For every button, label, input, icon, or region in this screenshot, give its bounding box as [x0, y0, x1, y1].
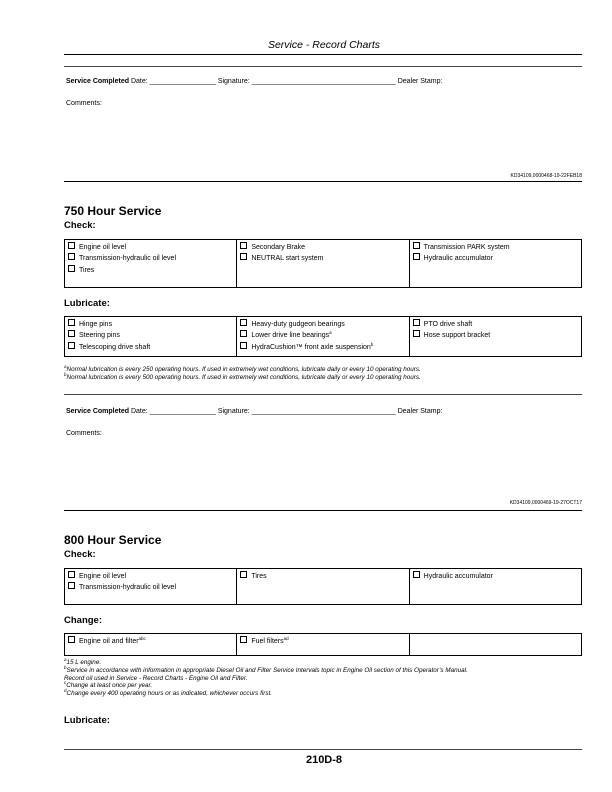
comments-label-2: Comments:	[66, 430, 102, 437]
footnote-mark: b	[370, 341, 374, 347]
signature-field[interactable]: _____________________________________	[251, 408, 396, 415]
checkbox-icon[interactable]	[68, 636, 75, 643]
footnote: $^a$Normal lubrication is every 250 operating hours. If used in extremely wet conditions, lubricate daily or every 10 operating hours.	[64, 364, 421, 373]
lubricate-col-3	[409, 317, 581, 357]
check-col-2	[237, 569, 409, 605]
lubricate-heading-800: Lubricate:	[64, 715, 110, 726]
footnote: $^b$Normal lubrication is every 500 operating hours. If used in extremely wet conditions, lubricate daily or every 10 operating hours.	[64, 371, 421, 381]
checkbox-icon[interactable]	[68, 342, 75, 349]
checklist-item[interactable]: PTO drive shaft	[413, 319, 578, 331]
checkbox-icon[interactable]	[68, 582, 75, 589]
checklist-item[interactable]: Hose support bracket	[413, 330, 578, 342]
checkbox-icon[interactable]	[240, 571, 247, 578]
footnotes-750	[64, 366, 421, 382]
service-completed-line-2	[66, 408, 442, 415]
date-label: Date:	[130, 408, 148, 415]
lubricate-table-750	[64, 316, 582, 357]
date-field[interactable]: _________________	[149, 408, 216, 415]
check-col-1	[65, 569, 237, 605]
section-rule	[64, 181, 582, 182]
footnote: $^b$Service in accordance with information in appropriate Diesel Oil and Filter Service Intervals topic in Engine Oil section of this Operator’s Manual.	[64, 664, 468, 674]
service-completed-label: Service Completed	[66, 78, 130, 85]
checklist-item[interactable]: Steering pins	[68, 330, 233, 342]
service-completed-line-1	[66, 78, 442, 85]
lubricate-col-1	[65, 317, 237, 357]
footer-rule	[64, 749, 582, 750]
footnote-mark: abc	[138, 635, 146, 641]
check-col-3	[409, 240, 581, 288]
checkbox-icon[interactable]	[240, 319, 247, 326]
checkbox-icon[interactable]	[68, 319, 75, 326]
checklist-item[interactable]: Transmission-hydraulic oil level	[68, 253, 233, 265]
checklist-item[interactable]: Hydraulic accumulator	[413, 253, 578, 265]
signature-field[interactable]: _____________________________________	[251, 78, 396, 85]
checkbox-icon[interactable]	[240, 636, 247, 643]
change-table-800	[64, 633, 582, 656]
footnotes-800	[64, 659, 468, 698]
reference-code-1: KD34109,0000468-19-22FEB18	[510, 173, 582, 179]
checkbox-icon[interactable]	[240, 330, 247, 337]
page-header-title: Service - Record Charts	[267, 39, 381, 51]
check-heading-750: Check:	[64, 220, 96, 231]
check-col-1	[65, 240, 237, 288]
lubricate-heading-750: Lubricate:	[64, 298, 110, 309]
signature-label: Signature:	[217, 78, 250, 85]
check-table-750	[64, 239, 582, 288]
comments-label-1: Comments:	[66, 100, 102, 107]
check-col-2	[237, 240, 409, 288]
section-title-750: 750 Hour Service	[64, 204, 162, 218]
checkbox-icon[interactable]	[413, 571, 420, 578]
checklist-item[interactable]: NEUTRAL start system	[240, 253, 405, 265]
footnote: $^d$Change every 400 operating hours or as indicated, whichever occurs first.	[64, 688, 272, 698]
date-field[interactable]: _________________	[149, 78, 216, 85]
signature-label: Signature:	[217, 408, 250, 415]
checklist-item[interactable]: Tires	[68, 265, 233, 277]
check-table-800	[64, 568, 582, 605]
checklist-item[interactable]: Engine oil level	[68, 242, 233, 254]
checklist-item[interactable]: Fuel filters$^{ad}$	[240, 636, 405, 648]
footnote-mark: a	[329, 330, 332, 335]
checkbox-icon[interactable]	[68, 330, 75, 337]
lubricate-col-2	[237, 317, 409, 357]
dealer-stamp-label: Dealer Stamp:	[397, 78, 443, 85]
divider	[64, 66, 582, 67]
header-rule	[64, 54, 582, 55]
checklist-item[interactable]: Hinge pins	[68, 319, 233, 331]
checklist-item[interactable]: Transmission PARK system	[413, 242, 578, 254]
change-col-3	[409, 634, 581, 656]
checkbox-icon[interactable]	[240, 253, 247, 260]
section-rule	[64, 510, 582, 511]
checkbox-icon[interactable]	[413, 319, 420, 326]
date-label: Date:	[130, 78, 148, 85]
checkbox-icon[interactable]	[413, 253, 420, 260]
checkbox-icon[interactable]	[68, 253, 75, 260]
checkbox-icon[interactable]	[68, 571, 75, 578]
checklist-item[interactable]: Engine oil and filter$^{abc}$	[68, 636, 233, 648]
page-number: 210D-8	[305, 754, 343, 766]
checklist-item[interactable]: Hydraulic accumulator	[413, 571, 578, 583]
checklist-item[interactable]: Transmission-hydraulic oil level	[68, 582, 233, 594]
footnote: $^a$15 L engine.	[64, 657, 102, 666]
service-completed-label: Service Completed	[66, 408, 130, 415]
footnote-mark: ad	[283, 635, 289, 641]
checklist-item[interactable]: Telescoping drive shaft	[68, 342, 233, 354]
section-title-800: 800 Hour Service	[64, 533, 162, 547]
footnote: Record oil used in Service - Record Charts - Engine Oil and Filter.	[64, 674, 248, 682]
change-col-1	[65, 634, 237, 656]
check-col-3	[409, 569, 581, 605]
checkbox-icon[interactable]	[240, 342, 247, 349]
checkbox-icon[interactable]	[413, 330, 420, 337]
checklist-item[interactable]: Tires	[240, 571, 405, 583]
dealer-stamp-label: Dealer Stamp:	[397, 408, 443, 415]
checklist-item[interactable]: HydraCushion™ front axle suspension$^b$	[240, 342, 405, 354]
checklist-item[interactable]: Heavy-duty gudgeon bearings	[240, 319, 405, 331]
change-col-2	[237, 634, 409, 656]
checkbox-icon[interactable]	[240, 242, 247, 249]
checklist-item[interactable]: Lower drive line bearings$^a$	[240, 330, 405, 342]
footnote: $^c$Change at least once per year.	[64, 680, 153, 690]
checkbox-icon[interactable]	[68, 242, 75, 249]
checkbox-icon[interactable]	[413, 242, 420, 249]
checkbox-icon[interactable]	[68, 265, 75, 272]
checklist-item[interactable]: Engine oil level	[68, 571, 233, 583]
divider	[64, 394, 582, 395]
reference-code-2: KD34109,0000469-19-27OCT17	[509, 500, 582, 506]
check-heading-800: Check:	[64, 549, 96, 560]
change-heading-800: Change:	[64, 615, 102, 626]
checklist-item[interactable]: Secondary Brake	[240, 242, 405, 254]
